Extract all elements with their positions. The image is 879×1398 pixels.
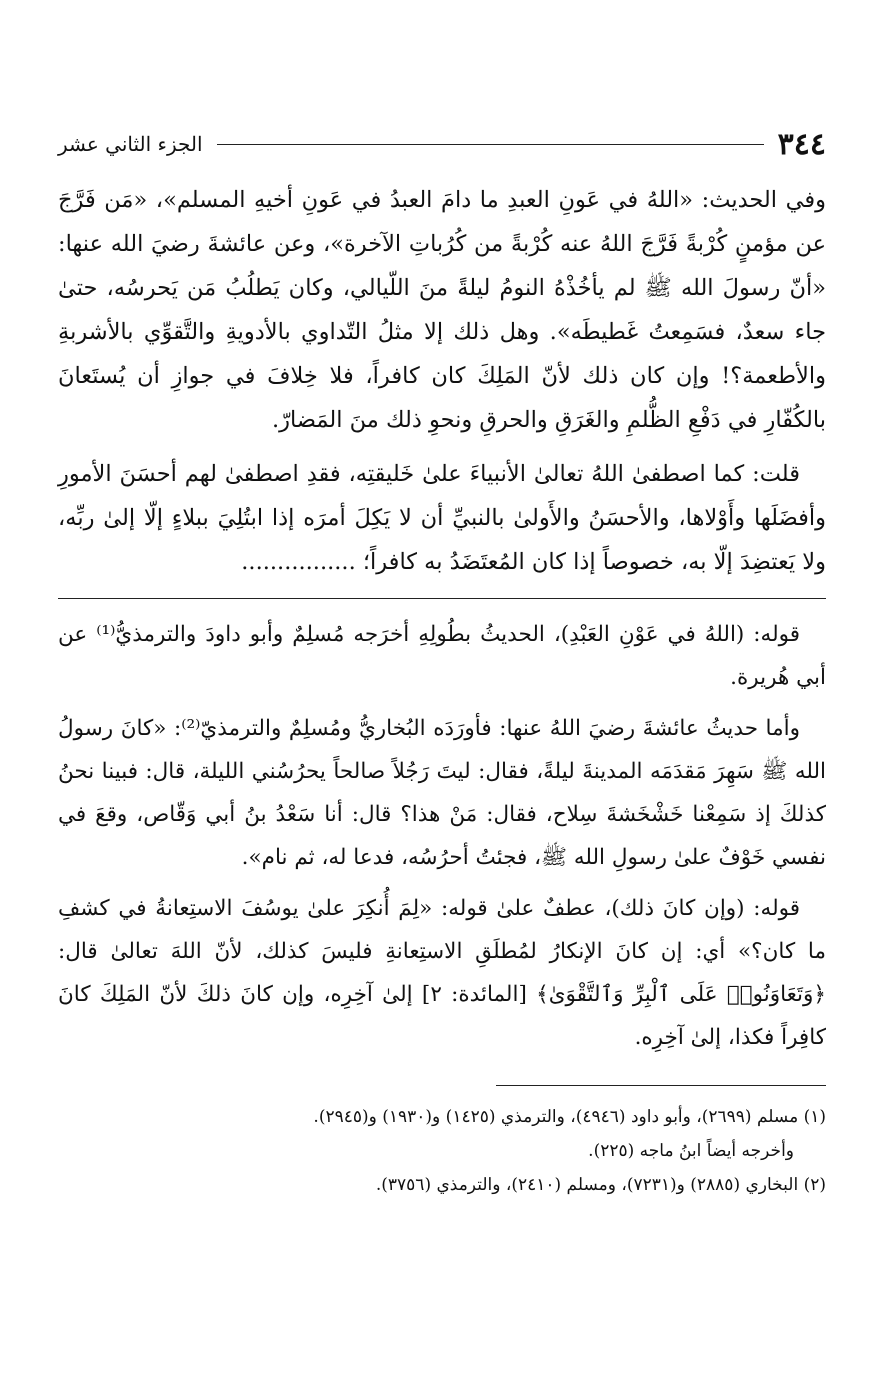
main-paragraph: قلت: كما اصطفىٰ اللهُ تعالىٰ الأنبياءَ علىٰ خَليقتِه، فقدِ اصطفىٰ لهم أحسَنَ الأمورِ وأفضَلَها وأَوْلاها، والأحسَنُ والأَولىٰ بالنبيِّ أن لا يَكِلَ أمرَه إذا ابتُلِيَ ببلاءٍ إلّا إلىٰ ربِّه، ولا يَعتضِدَ إلّا به، خصوصاً إذا كان المُعتَضَدُ به كافراً؛ ................ <box>58 461 826 575</box>
main-text <box>58 178 826 584</box>
footnote: (١) مسلم (٢٦٩٩)، وأبو داود (٤٩٤٦)، والترمذي (١٤٢٥) و(١٩٣٠) و(٢٩٤٥). <box>313 1107 826 1127</box>
footnote: وأخرجه أيضاً ابنُ ماجه (٢٢٥). <box>588 1141 794 1161</box>
footnote: (٢) البخاري (٢٨٨٥) و(٧٢٣١)، ومسلم (٢٤١٠)، والترمذي (٣٧٥٦). <box>375 1175 826 1195</box>
footnote-divider <box>496 1085 826 1086</box>
footnotes <box>58 1100 826 1202</box>
commentary-paragraph: قوله: (وإن كانَ ذلك)، عطفٌ علىٰ قوله: «لِمَ أُنكِرَ علىٰ يوسُفَ الاستِعانةُ في كشفِ ما كان؟» أي: إن كانَ الإنكارُ لمُطلَقِ الاستِعانةِ فليسَ كذلك، لأنّ اللهَ تعالىٰ قال: ﴿وَتَعَاوَنُوا۟ عَلَى ٱلْبِرِّ وَٱلتَّقْوَىٰ﴾ [المائدة: ٢] إلىٰ آخِرِه، وإن كانَ ذلكَ لأنّ المَلِكَ كانَ كافِراً فكذا، إلىٰ آخِرِه. <box>58 896 826 1050</box>
commentary-section <box>58 613 826 1059</box>
commentary-divider <box>58 598 826 599</box>
header-rule <box>217 144 764 145</box>
running-header <box>58 118 826 170</box>
main-paragraph: وفي الحديث: «اللهُ في عَونِ العبدِ ما دامَ العبدُ في عَونِ أخيهِ المسلم»، «مَن فَرَّجَ عن مؤمنٍ كُرْبةً فَرَّجَ اللهُ عنه كُرْبةً من كُرُباتِ الآخرة»، وعن عائشةَ رضيَ الله عنها: «أنّ رسولَ الله ﷺ لم يأخُذْهُ النومُ ليلةً منَ اللّيالي، وكان يَطلُبُ مَن يَحرسُه، حتىٰ جاء سعدٌ، فسَمِعتُ غَطيطَه». وهل ذلك إلا مثلُ التّداوي بالأدويةِ والتَّقوِّي بالأشربةِ والأطعمة؟! وإن كان ذلك لأنّ المَلِكَ كان كافراً، فلا خِلافَ في جوازِ أن يُستَعانَ بالكُفّارِ في دَفْعِ الظُّلمِ والغَرَقِ والحرقِ ونحوِ ذلك منَ المَضارّ. <box>58 187 826 433</box>
book-page <box>58 118 826 1202</box>
page-number: ٣٤٤ <box>777 126 826 162</box>
commentary-paragraph: وأما حديثُ عائشةَ رضيَ اللهُ عنها: فأورَدَه البُخاريُّ ومُسلِمٌ والترمذيّ⁽²⁾: «كانَ رسولُ الله ﷺ سَهِرَ مَقدَمَه المدينةَ ليلةً، فقال: ليتَ رَجُلاً صالحاً يحرُسُني الليلة، قال: فبينا نحنُ كذلكَ إذ سَمِعْنا خَشْخَشةَ سِلاح، فقال: مَنْ هذا؟ قال: أنا سَعْدُ بنُ أبي وَقّاص، وقعَ في نفسي خَوْفٌ علىٰ رسولِ الله ﷺ، فجئتُ أحرُسُه، فدعا له، ثم نام». <box>58 716 826 870</box>
commentary-paragraph: قوله: (اللهُ في عَوْنِ العَبْدِ)، الحديثُ بطُولِهِ أخرَجه مُسلِمٌ وأبو داودَ والترمذيُّ⁽¹⁾ عن أبي هُريرة. <box>58 622 826 690</box>
part-title: الجزء الثاني عشر <box>58 132 203 156</box>
